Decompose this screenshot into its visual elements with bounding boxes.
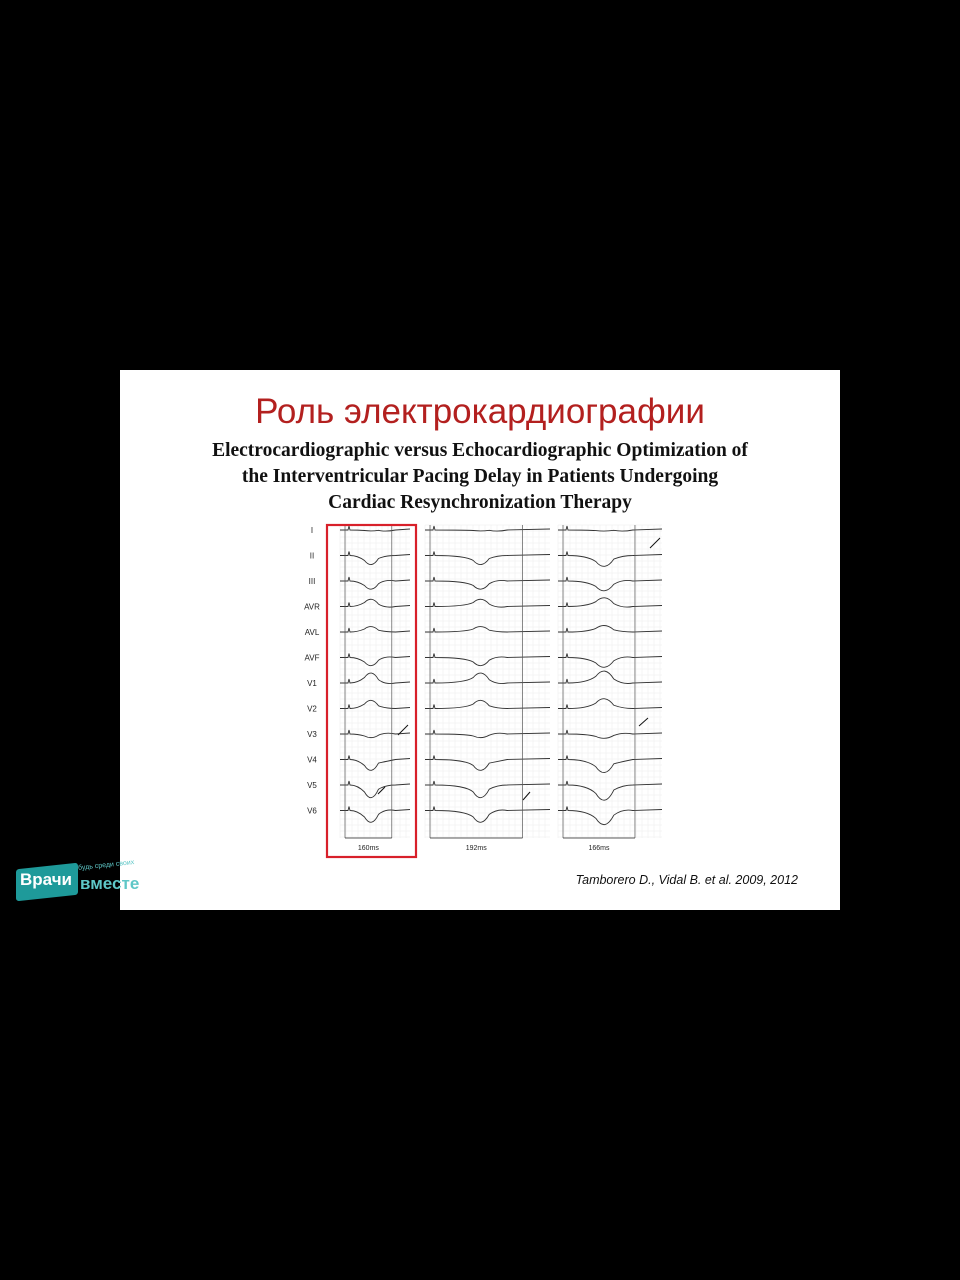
ecg-trace [425, 526, 550, 531]
lead-label: II [309, 551, 315, 561]
lead-label: V6 [307, 806, 317, 816]
subtitle-line: Electrocardiographic versus Echocardiographic Optimization of [212, 440, 748, 461]
ecg-trace [558, 625, 662, 632]
ecg-trace [340, 654, 410, 666]
subtitle-line: Cardiac Resynchronization Therapy [328, 492, 632, 513]
slide-subtitle [180, 438, 780, 516]
slide-title: Роль электрокардиографии [255, 392, 705, 431]
lead-label: I [310, 526, 314, 535]
ecg-trace [340, 552, 410, 565]
lead-label: AVR [304, 602, 320, 612]
lead-label: V4 [307, 755, 317, 765]
watermark-logo [16, 858, 156, 908]
subtitle-line: the Interventricular Pacing Delay in Patients Undergoing [241, 466, 719, 487]
duration-label: 160ms [357, 845, 379, 852]
ecg-trace [340, 807, 410, 823]
ecg-trace [340, 526, 410, 531]
ecg-trace [558, 552, 662, 567]
ecg-trace [425, 700, 550, 708]
duration-label: 192ms [465, 845, 487, 852]
lead-label: V2 [307, 704, 317, 714]
ecg-trace [558, 756, 662, 773]
ecg-trace [425, 673, 550, 684]
ecg-trace [558, 598, 662, 607]
lead-label: V3 [307, 730, 317, 739]
ecg-trace [558, 699, 662, 709]
ecg-trace [558, 526, 662, 531]
ecg-trace [425, 654, 550, 666]
citation: Tamborero D., Vidal B. et al. 2009, 2012 [575, 873, 798, 887]
pointer-arrow [523, 792, 530, 800]
ecg-trace [558, 671, 662, 683]
ecg-trace [340, 700, 410, 708]
ecg-trace [558, 654, 662, 668]
ecg-trace [340, 673, 410, 684]
lead-label: V5 [307, 781, 317, 790]
ecg-trace [425, 807, 550, 823]
logo-tagline: будь среди своих [77, 859, 135, 872]
pointer-arrow [639, 718, 648, 726]
duration-label: 166ms [588, 845, 610, 852]
ecg-trace [425, 756, 550, 771]
lead-label: III [308, 577, 316, 586]
ecg-trace [558, 730, 662, 738]
ecg-trace [425, 552, 550, 565]
ecg-trace [340, 627, 410, 632]
ecg-trace [425, 730, 550, 738]
ecg-trace [425, 627, 550, 632]
ecg-trace [340, 756, 410, 771]
slide [120, 370, 840, 910]
ecg-trace [558, 781, 662, 800]
logo-second-text: вместе [80, 874, 140, 893]
ecg-trace [558, 807, 662, 825]
logo-main-text: Врачи [20, 870, 73, 889]
lead-label: AVF [304, 653, 320, 663]
lead-label: V1 [307, 679, 317, 688]
ecg-figure [290, 520, 670, 860]
lead-label: AVL [304, 628, 320, 637]
